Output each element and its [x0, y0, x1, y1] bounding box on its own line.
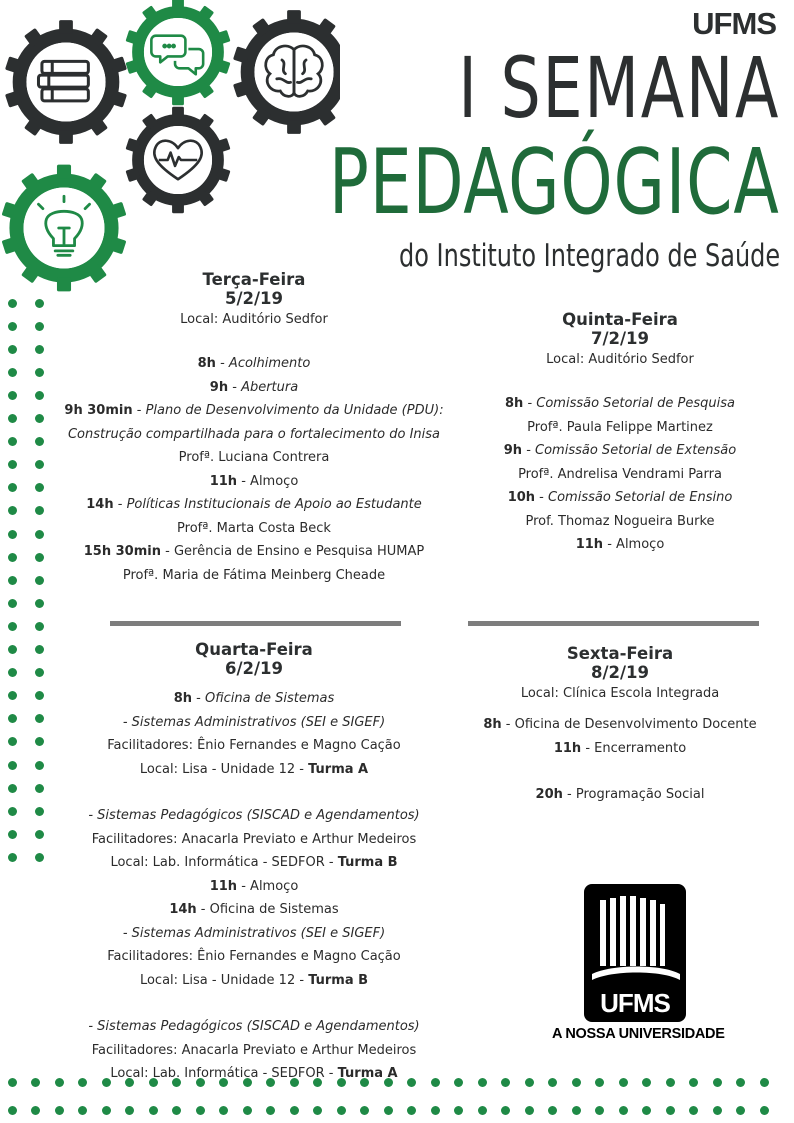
logo-slogan: A NOSSA UNIVERSIDADE: [552, 1026, 725, 1042]
decorative-dot: [35, 830, 44, 839]
decorative-dot: [8, 737, 17, 746]
decorative-dot: [290, 1106, 299, 1115]
decorative-dot: [8, 322, 17, 331]
decorative-dot: [501, 1078, 510, 1087]
decorative-dot: [8, 1078, 17, 1087]
session-venue: Local: Lisa - Unidade 12 - Turma B: [139, 972, 369, 988]
decorative-dot: [35, 622, 44, 631]
session-venue: Local: Lab. Informática - SEDFOR - Turma B: [110, 855, 398, 870]
decorative-dot: [31, 1106, 40, 1115]
speaker: Prof. Thomaz Nogueira Burke: [525, 513, 715, 529]
schedule-item: 10h - Comissão Setorial de Ensino: [507, 490, 733, 505]
decorative-dot: [384, 1106, 393, 1115]
venue: Local: Clínica Escola Integrada: [520, 686, 720, 701]
schedule-thursday: [455, 310, 785, 557]
decorative-dot: [35, 553, 44, 562]
venue: Local: Auditório Sedfor: [180, 312, 328, 327]
decorative-dot: [8, 807, 17, 816]
decorative-dot: [572, 1078, 581, 1087]
decorative-dot: [8, 483, 17, 492]
session-subtitle: - Sistemas Pedagógicos (SISCAD e Agendamentos): [88, 1019, 420, 1034]
schedule-item: 9h - Abertura: [209, 379, 299, 395]
decorative-dot: [125, 1106, 134, 1115]
divider-right: [468, 621, 759, 626]
schedule-item-continued: Construção compartilhada para o fortalecimento do Inisa: [67, 426, 441, 442]
page-subtitle: do Instituto Integrado de Saúde: [398, 238, 780, 274]
decorative-dot: [266, 1106, 275, 1115]
decorative-dot: [35, 761, 44, 770]
day-title: Quarta-Feira: [195, 640, 313, 659]
decorative-dot: [407, 1106, 416, 1115]
decorative-dot: [8, 506, 17, 515]
decorative-dot: [478, 1106, 487, 1115]
session-subtitle: - Sistemas Administrativos (SEI e SIGEF): [122, 714, 386, 730]
decorative-dot: [8, 1106, 17, 1115]
decorative-dot: [35, 506, 44, 515]
decorative-dot: [35, 853, 44, 862]
speaker: Profª. Paula Felippe Martinez: [527, 419, 713, 435]
decorative-dot: [35, 784, 44, 793]
decorative-dot: [35, 645, 44, 654]
chat-gear: [125, 0, 230, 105]
decorative-dot: [360, 1106, 369, 1115]
decorative-dot: [666, 1078, 675, 1087]
decorative-dot: [689, 1078, 698, 1087]
schedule-wednesday: [54, 640, 454, 1086]
decorative-dot: [8, 830, 17, 839]
schedule-item: 14h - Oficina de Sistemas: [169, 902, 339, 917]
speaker: Profª. Marta Costa Beck: [177, 520, 331, 536]
decorative-dot: [8, 599, 17, 608]
decorative-dot: [8, 299, 17, 308]
decorative-dot: [35, 530, 44, 539]
schedule-item: 8h - Oficina de Sistemas: [173, 691, 335, 706]
decorative-dot: [619, 1106, 628, 1115]
decorative-dot: [8, 784, 17, 793]
schedule-friday: [455, 644, 785, 807]
schedule-item: 8h - Oficina de Desenvolvimento Docente: [483, 717, 757, 732]
speaker: Profª. Maria de Fátima Meinberg Cheade: [122, 567, 386, 583]
facilitators: Facilitadores: Anacarla Previato e Arthur Medeiros: [91, 1042, 417, 1058]
gears-illustration: [0, 0, 340, 300]
decorative-dot: [35, 368, 44, 377]
brain-gear: [233, 10, 340, 134]
decorative-dot: [8, 553, 17, 562]
facilitators: Facilitadores: Anacarla Previato e Arthur Medeiros: [91, 831, 417, 847]
decorative-dot: [8, 622, 17, 631]
decorative-dot: [8, 391, 17, 400]
decorative-dot: [8, 368, 17, 377]
decorative-dot: [8, 460, 17, 469]
day-title: Quinta-Feira: [562, 310, 678, 329]
decorative-dot: [760, 1078, 769, 1087]
decorative-dot: [35, 437, 44, 446]
decorative-dot: [8, 668, 17, 677]
decorative-dot: [8, 345, 17, 354]
decorative-dot: [478, 1078, 487, 1087]
session-venue: Local: Lisa - Unidade 12 - Turma A: [139, 761, 369, 777]
decorative-dot: [8, 691, 17, 700]
decorative-dot: [736, 1106, 745, 1115]
decorative-dot: [219, 1106, 228, 1115]
schedule-item: 11h - Almoço: [209, 473, 299, 489]
decorative-dot: [149, 1106, 158, 1115]
decorative-dot: [78, 1106, 87, 1115]
decorative-dot: [454, 1078, 463, 1087]
decorative-dot: [8, 437, 17, 446]
schedule-item: 11h - Almoço: [575, 537, 665, 552]
decorative-dot: [35, 391, 44, 400]
decorative-dot: [243, 1106, 252, 1115]
decorative-dot: [55, 1106, 64, 1115]
speaker: Profª. Luciana Contrera: [178, 450, 330, 465]
decorative-dot: [35, 691, 44, 700]
schedule-item: 8h - Comissão Setorial de Pesquisa: [505, 396, 735, 411]
day-date: 8/2/19: [591, 663, 649, 682]
day-date: 6/2/19: [225, 659, 283, 678]
decorative-dot: [689, 1106, 698, 1115]
schedule-item: 14h - Políticas Institucionais de Apoio ao Estudante: [86, 497, 422, 512]
decorative-dot: [35, 807, 44, 816]
decorative-dot: [8, 576, 17, 585]
schedule-item: 15h 30min - Gerência de Ensino e Pesquisa HUMAP: [83, 544, 425, 559]
schedule-item: 11h - Almoço: [209, 878, 299, 894]
decorative-dot: [619, 1078, 628, 1087]
decorative-dot: [35, 599, 44, 608]
decorative-dot: [713, 1106, 722, 1115]
decorative-dot: [595, 1106, 604, 1115]
decorative-dot: [196, 1106, 205, 1115]
decorative-dot: [102, 1106, 111, 1115]
decorative-dot: [642, 1106, 651, 1115]
decorative-dot: [548, 1078, 557, 1087]
decorative-dot: [35, 345, 44, 354]
decorative-dot: [431, 1106, 440, 1115]
decorative-dot: [548, 1106, 557, 1115]
decorative-dot: [8, 645, 17, 654]
decorative-dot: [713, 1078, 722, 1087]
decorative-dot: [35, 460, 44, 469]
schedule-item: 11h - Encerramento: [553, 740, 687, 756]
decorative-dot: [172, 1106, 181, 1115]
speaker: Profª. Andrelisa Vendrami Parra: [518, 466, 722, 482]
decorative-dot: [35, 576, 44, 585]
venue: Local: Auditório Sedfor: [546, 352, 694, 367]
ufms-building-emblem: [552, 884, 725, 1044]
schedule-item: 20h - Programação Social: [535, 787, 705, 802]
decorative-dot: [31, 1078, 40, 1087]
day-date: 5/2/19: [225, 289, 283, 308]
decorative-dot: [35, 668, 44, 677]
session-subtitle: - Sistemas Pedagógicos (SISCAD e Agendamentos): [88, 808, 420, 823]
decorative-dot: [454, 1106, 463, 1115]
page-title-line1: I SEMANA: [458, 39, 780, 137]
day-title: Sexta-Feira: [566, 644, 674, 663]
decorative-dot: [736, 1078, 745, 1087]
logo-acronym: UFMS: [600, 988, 670, 1018]
books-gear: [5, 20, 127, 144]
decorative-dot: [595, 1078, 604, 1087]
decorative-dot: [8, 761, 17, 770]
divider-left: [110, 621, 401, 626]
session-venue: Local: Lab. Informática - SEDFOR - Turma A: [110, 1066, 398, 1081]
schedule-tuesday: [54, 270, 454, 587]
ufms-logo: [552, 884, 725, 1044]
decorative-dot: [337, 1106, 346, 1115]
facilitators: Facilitadores: Ênio Fernandes e Magno Cação: [107, 949, 401, 964]
decorative-dot: [35, 322, 44, 331]
decorative-dot: [525, 1078, 534, 1087]
brand-wordmark: UFMS: [692, 6, 776, 41]
page-title-line2: PEDAGÓGICA: [329, 130, 780, 235]
facilitators: Facilitadores: Ênio Fernandes e Magno Cação: [107, 738, 401, 753]
day-title: Terça-Feira: [202, 270, 306, 289]
decorative-dot: [8, 853, 17, 862]
decorative-dot: [8, 714, 17, 723]
schedule-item: 9h - Comissão Setorial de Extensão: [503, 443, 737, 458]
decorative-dot: [35, 483, 44, 492]
decorative-dot: [760, 1106, 769, 1115]
decorative-dot: [313, 1106, 322, 1115]
decorative-dot: [572, 1106, 581, 1115]
decorative-dot: [525, 1106, 534, 1115]
decorative-dot: [666, 1106, 675, 1115]
decorative-dot: [35, 299, 44, 308]
session-subtitle: - Sistemas Administrativos (SEI e SIGEF): [122, 925, 386, 941]
schedule-item: 8h - Acolhimento: [197, 356, 311, 371]
decorative-dot: [8, 530, 17, 539]
decorative-dot: [35, 737, 44, 746]
decorative-dot: [35, 414, 44, 423]
decorative-dot: [501, 1106, 510, 1115]
decorative-dot: [8, 414, 17, 423]
schedule-item: 9h 30min - Plano de Desenvolvimento da Unidade (PDU):: [64, 403, 444, 418]
day-date: 7/2/19: [591, 329, 649, 348]
heart-gear: [125, 107, 230, 214]
decorative-dot: [642, 1078, 651, 1087]
decorative-dot: [35, 714, 44, 723]
